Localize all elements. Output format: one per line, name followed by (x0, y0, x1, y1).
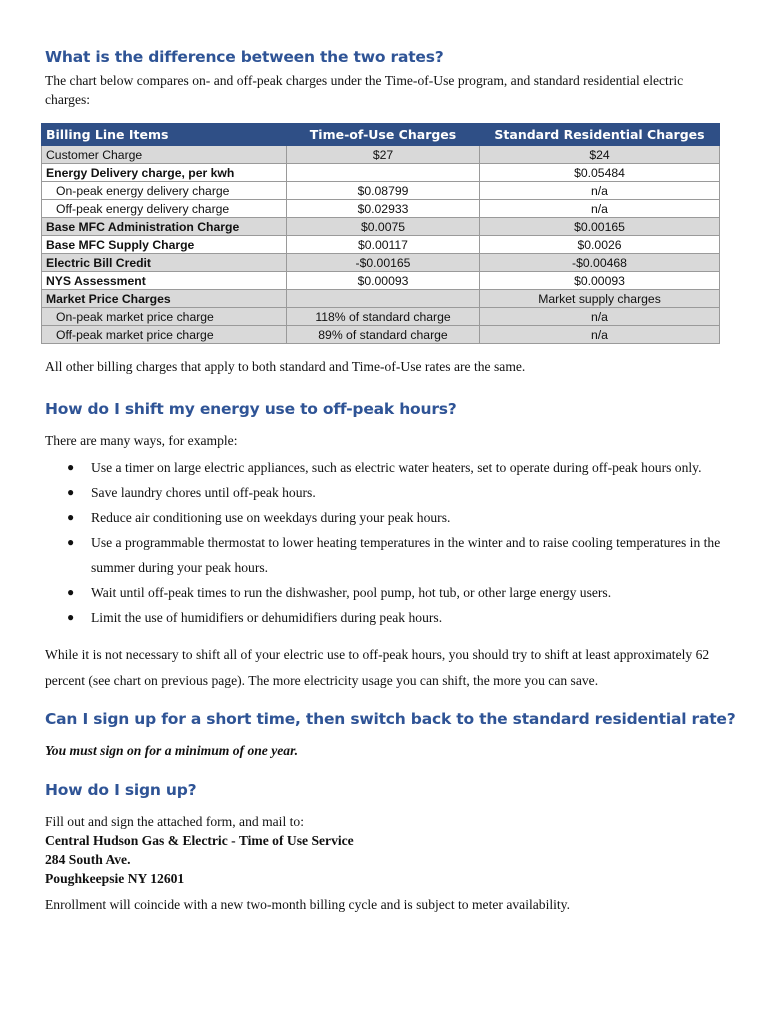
cell-tou: $0.08799 (287, 182, 480, 200)
cell-std: n/a (480, 200, 720, 218)
mailing-address-name: Central Hudson Gas & Electric - Time of Use Service (45, 833, 354, 848)
cell-std: $0.0026 (480, 236, 720, 254)
table-row (42, 200, 720, 218)
shift-closing-paragraph: While it is not necessary to shift all of your electric use to off-peak hours, you should try to shift at least approximately 62 percent (see chart on previous page). The more electricity usage you can shift, the more you can save. (45, 647, 710, 688)
intro-paragraph-line1: The chart below compares on- and off-peak charges under the Time-of-Use program, and standard residential electric (45, 73, 684, 88)
list-item (45, 480, 735, 505)
cell-std: Market supply charges (480, 290, 720, 308)
table-header-row (42, 124, 720, 146)
cell-tou: $0.02933 (287, 200, 480, 218)
header-billing-line-items: Billing Line Items (42, 124, 287, 146)
enrollment-note: Enrollment will coincide with a new two-month billing cycle and is subject to meter availability. (45, 897, 570, 912)
list-item-text: Save laundry chores until off-peak hours. (91, 485, 316, 500)
list-item-text: Wait until off-peak times to run the dishwasher, pool pump, hot tub, or other large energy users. (91, 585, 612, 600)
cell-tou: -$0.00165 (287, 254, 480, 272)
cell-item: Electric Bill Credit (42, 254, 287, 272)
cell-item: Customer Charge (42, 146, 287, 164)
table-row (42, 254, 720, 272)
cell-tou: $0.00117 (287, 236, 480, 254)
section-heading-short-time: Can I sign up for a short time, then switch back to the standard residential rate? (45, 710, 736, 728)
minimum-term-answer: You must sign on for a minimum of one year. (45, 743, 299, 758)
table-row (42, 182, 720, 200)
cell-item: On-peak market price charge (42, 308, 287, 326)
cell-item: Market Price Charges (42, 290, 287, 308)
cell-tou: $0.0075 (287, 218, 480, 236)
cell-tou: 89% of standard charge (287, 326, 480, 344)
mailing-address-street: 284 South Ave. (45, 852, 131, 867)
cell-tou: $0.00093 (287, 272, 480, 290)
cell-std: $24 (480, 146, 720, 164)
cell-item: Energy Delivery charge, per kwh (42, 164, 287, 182)
bullet-icon: ● (67, 485, 75, 499)
list-item (45, 530, 735, 580)
cell-item: Base MFC Administration Charge (42, 218, 287, 236)
cell-tou: $27 (287, 146, 480, 164)
intro-paragraph-line2: charges: (45, 92, 91, 107)
table-row (42, 218, 720, 236)
cell-std: -$0.00468 (480, 254, 720, 272)
list-item-text: Reduce air conditioning use on weekdays during your peak hours. (91, 510, 451, 525)
section-heading-rates-difference: What is the difference between the two rates? (45, 48, 444, 66)
cell-std: n/a (480, 308, 720, 326)
cell-std: n/a (480, 326, 720, 344)
bullet-icon: ● (67, 510, 75, 524)
after-table-note: All other billing charges that apply to both standard and Time-of-Use rates are the same. (45, 359, 526, 374)
cell-item: NYS Assessment (42, 272, 287, 290)
rates-comparison-table (41, 123, 720, 344)
cell-std: $0.00165 (480, 218, 720, 236)
bullet-icon: ● (67, 460, 75, 474)
mailing-address-city: Poughkeepsie NY 12601 (45, 871, 185, 886)
table-row (42, 308, 720, 326)
cell-std: n/a (480, 182, 720, 200)
header-time-of-use-charges: Time-of-Use Charges (287, 124, 480, 146)
shift-intro: There are many ways, for example: (45, 433, 238, 448)
cell-tou (287, 290, 480, 308)
table-row (42, 326, 720, 344)
cell-tou (287, 164, 480, 182)
table-row (42, 236, 720, 254)
bullet-icon: ● (67, 585, 75, 599)
cell-tou: 118% of standard charge (287, 308, 480, 326)
table-row (42, 290, 720, 308)
cell-item: Off-peak market price charge (42, 326, 287, 344)
table-row (42, 146, 720, 164)
sign-up-intro: Fill out and sign the attached form, and mail to: (45, 814, 304, 829)
cell-item: Base MFC Supply Charge (42, 236, 287, 254)
list-item-text: Use a timer on large electric appliances, such as electric water heaters, set to operate during off-peak hours only. (91, 460, 702, 475)
section-heading-shift-energy: How do I shift my energy use to off-peak hours? (45, 400, 457, 418)
table-row (42, 164, 720, 182)
bullet-icon: ● (67, 535, 75, 549)
list-item (45, 605, 735, 630)
list-item-text: Limit the use of humidifiers or dehumidifiers during peak hours. (91, 610, 443, 625)
list-item-text: Use a programmable thermostat to lower heating temperatures in the winter and to raise cooling temperatures in the summer during your peak hours. (91, 535, 721, 575)
cell-item: Off-peak energy delivery charge (42, 200, 287, 218)
cell-std: $0.05484 (480, 164, 720, 182)
header-standard-residential-charges: Standard Residential Charges (480, 124, 720, 146)
cell-item: On-peak energy delivery charge (42, 182, 287, 200)
list-item (45, 505, 735, 530)
cell-std: $0.00093 (480, 272, 720, 290)
tips-list (45, 455, 735, 630)
list-item (45, 455, 735, 480)
list-item (45, 580, 735, 605)
section-heading-sign-up: How do I sign up? (45, 781, 197, 799)
table-row (42, 272, 720, 290)
bullet-icon: ● (67, 610, 75, 624)
